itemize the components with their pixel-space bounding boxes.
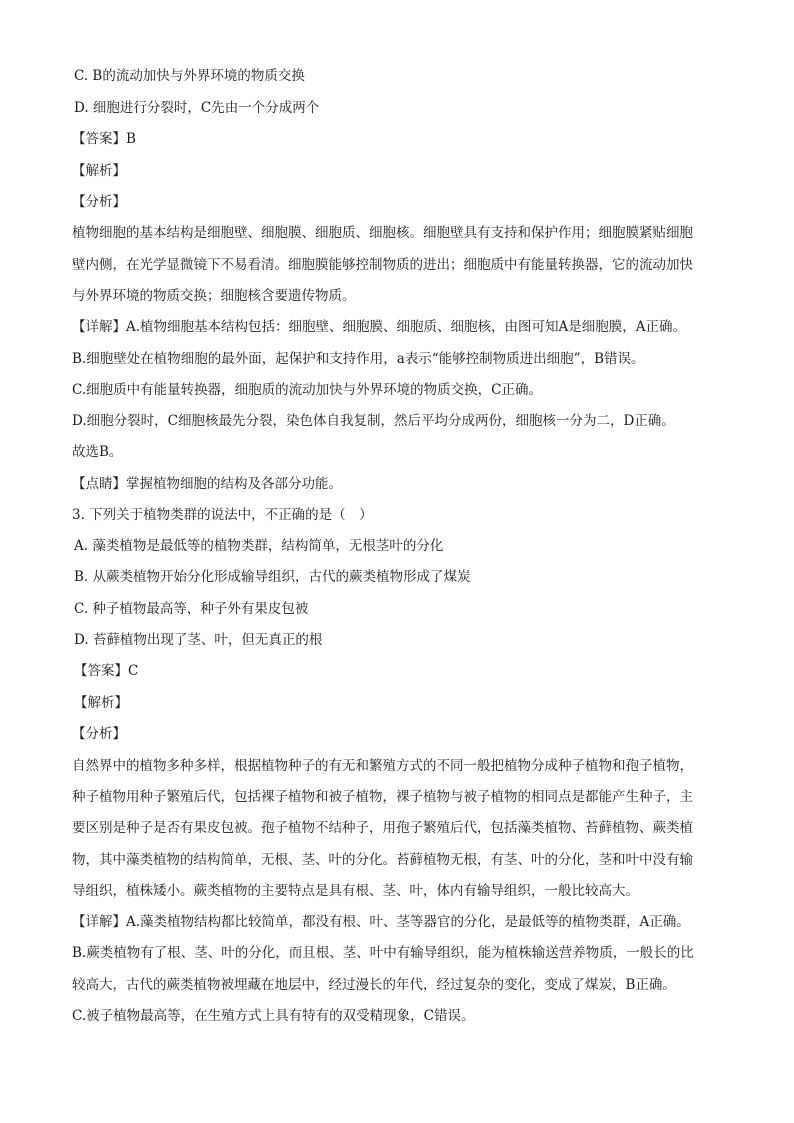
detail-line: 【详解】A.藻类植物结构都比较简单，都没有根、叶、茎等器官的分化，是最低等的植物类群，A正确。	[72, 914, 690, 930]
paragraph-line: 自然界中的植物多种多样，根据植物种子的有无和繁殖方式的不同一般把植物分成种子植物和孢子植物，	[72, 758, 693, 774]
detail-line: 较高大，古代的蕨类植物被埋藏在地层中，经过漫长的年代，经过复杂的变化，变成了煤炭，B正确。	[72, 977, 676, 993]
question-3-option-d: D. 苔藓植物出现了茎、叶，但无真正的根	[74, 632, 323, 648]
paragraph-line: 壁内侧，在光学显微镜下不易看清。细胞膜能够控制物质的进出；细胞质中有能量转换器，它的流动加快	[72, 257, 693, 273]
question-3-option-a: A. 藻类植物是最低等的植物类群，结构简单，无根茎叶的分化	[74, 538, 444, 554]
option-c-line: C. B的流动加快与外界环境的物质交换	[74, 68, 305, 84]
analysis-heading: 【解析】	[72, 163, 126, 179]
detail-line: C.细胞质中有能量转换器，细胞质的流动加快与外界环境的物质交换，C正确。	[72, 382, 542, 398]
detail-line: D.细胞分裂时，C细胞核最先分裂，染色体自我复制，然后平均分成两份，细胞核一分为二，D正确。	[72, 413, 675, 429]
key-point-line: 【点睛】掌握植物细胞的结构及各部分功能。	[72, 476, 342, 492]
detail-line: C.被子植物最高等，在生殖方式上具有特有的双受精现象，C错误。	[72, 1008, 475, 1024]
detail-line: B.蕨类植物有了根、茎、叶的分化，而且根、茎、叶中有输导组织，能为植株输送营养物质，一般长的比	[72, 945, 694, 961]
detail-line: 【详解】A.植物细胞基本结构包括：细胞壁、细胞膜、细胞质、细胞核，由图可知A是细胞膜，A正确。	[72, 319, 687, 335]
question-3-stem: 3. 下列关于植物类群的说法中，不正确的是（ ）	[72, 507, 373, 523]
question-3-option-b: B. 从蕨类植物开始分化形成输导组织，古代的蕨类植物形成了煤炭	[74, 569, 471, 585]
paragraph-line: 种子植物用种子繁殖后代，包括裸子植物和被子植物，裸子植物与被子植物的相同点是都能产生种子，主	[72, 789, 693, 805]
answer-line: 【答案】C	[74, 663, 139, 679]
answer-line: 【答案】B	[72, 131, 136, 147]
paragraph-line: 物，其中藻类植物的结构简单，无根、茎、叶的分化。苔藓植物无根，有茎、叶的分化，茎和叶中没有输	[72, 852, 693, 868]
option-d-line: D. 细胞进行分裂时，C先由一个分成两个	[74, 100, 320, 116]
question-3-option-c: C. 种子植物最高等，种子外有果皮包被	[74, 601, 309, 617]
paragraph-line: 要区别是种子是否有果皮包被。孢子植物不结种子，用孢子繁殖后代，包括藻类植物、苔藓植物、蕨类植	[72, 820, 693, 836]
paragraph-line: 导组织，植株矮小。蕨类植物的主要特点是具有根、茎、叶，体内有输导组织，一般比较高大。	[72, 883, 639, 899]
analysis-subheading: 【分析】	[72, 726, 126, 742]
choose-line: 故选B。	[72, 444, 123, 460]
paragraph-line: 植物细胞的基本结构是细胞壁、细胞膜、细胞质、细胞核。细胞壁具有支持和保护作用；细胞膜紧贴细胞	[72, 225, 693, 241]
analysis-subheading: 【分析】	[72, 194, 126, 210]
analysis-heading: 【解析】	[74, 695, 128, 711]
paragraph-line: 与外界环境的物质交换；细胞核含要遗传物质。	[72, 288, 356, 304]
detail-line: B.细胞壁处在植物细胞的最外面，起保护和支持作用，a表示“能够控制物质进出细胞”，B错误。	[72, 351, 645, 367]
